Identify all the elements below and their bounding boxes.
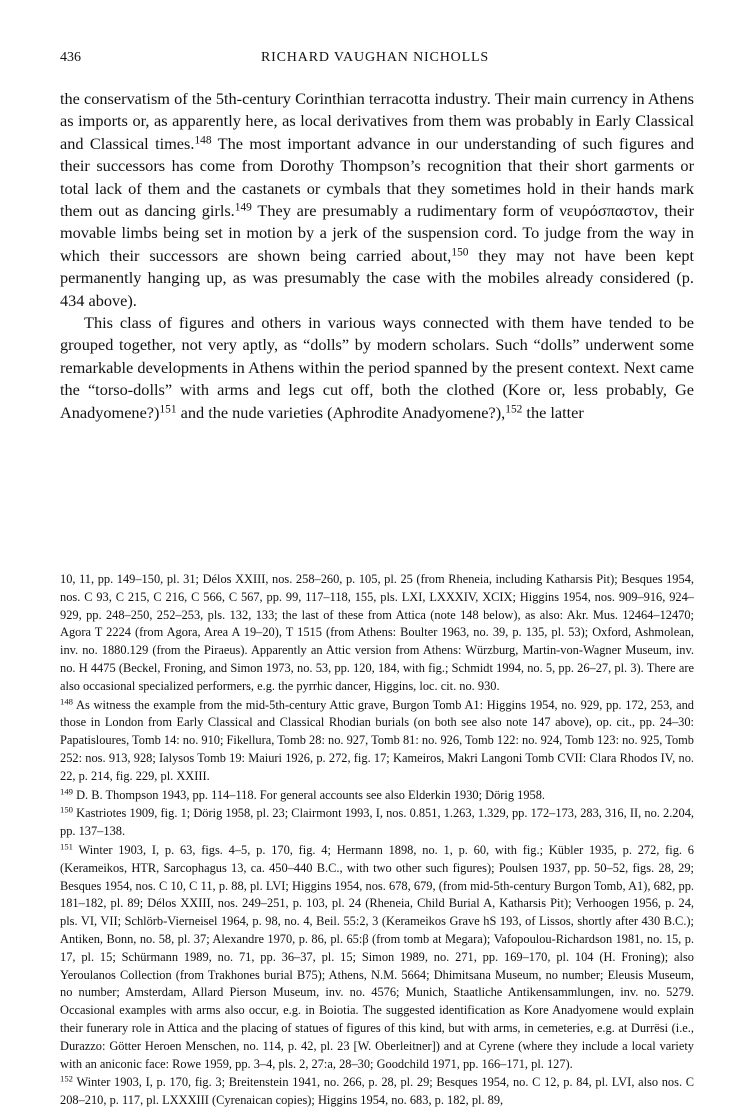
footnote-text: D. B. Thompson 1943, pp. 114–118. For general accounts see also Elderkin 1930; Dörig 1958. xyxy=(72,787,546,802)
footnote-text: Winter 1903, I, p. 63, figs. 4–5, p. 170, fig. 4; Hermann 1898, no. 1, p. 60, with fig.; Kübler 1935, p. 272, fig. 6 (Kerameikos, HTR, Sarcophagus 13, ca. 450–440 B.C., with two other such figures); Poulsen 1937, pp. 50–52, figs. 28, 29; Besques 1954, nos. C 10, C 11, p. 88, pl. LVI; Higgins 1954, nos. 678, 679, (from mid-5th-century Burgon Tomb, A1), 682, pp. 181–182, pl. 89; Délos XXIII, nos. 249–251, p. 103, pl. 24 (Rheneia, Child Burial A, Katharsis Pit); Verhoogen 1956, p. 24, pls. VI, VII; Schlörb-Vierneisel 1964, p. 98, no. 4, Beil. 55:2, 3 (Kerameikos Grave hS 193, of Lissos, shortly after 430 B.C.); Antiken, Bonn, no. 58, pl. 37; Alexandre 1970, p. 86, pl. 65:β (from tomb at Megara); Vafopoulou-Richardson 1981, no. 15, p. 17, pl. 15; Schürmann 1989, no. 71, pp. 36–37, pl. 15; Simon 1989, no. 271, pp. 169–170, pl. 104 (H. Froning); also Yeroulanos Collection (from Trakhones burial B75); Athens, N.M. 5664; Dhimitsana Museum, no number; Eleusis Museum, no number; Amsterdam, Allard Pierson Museum, inv. no. 4576; Munich, Staatliche Antikensammlungen, inv. no. 5279. Occasional examples with arms also occur, e.g. in Boiotia. The suggested identification as Kore Anadyomene would explain their funerary role in Attica and the placing of statues of figures of this kind, but with arms, in cemeteries, e.g. at Durrësi (i.e., Durazzo: Götter Heroen Menschen, no. 114, p. 42, pl. 23 [W. Oberleitner]) and at Cyrene (where they include a local variety with an aniconic face: Rowe 1959, pp. 3–4, pls. 2, 27:a, 28–30; Goodchild 1971, pp. 166–171, pl. 127). xyxy=(60,842,694,1071)
footnotes xyxy=(60,571,694,1110)
footnote-ref-150[interactable]: 150 xyxy=(451,246,469,259)
footnote-152 xyxy=(60,1074,694,1110)
paragraph xyxy=(60,312,694,424)
footnote-number: 148 xyxy=(60,696,73,707)
text-run: the conservatism of the 5th-century Corinthian terracotta industry. Their main currency in Athens as imports or, as apparently here, as local derivatives from them was probably in Early Classical and Classical times. xyxy=(60,89,694,153)
footnote-number: 151 xyxy=(60,841,73,852)
page-number: 436 xyxy=(60,50,81,65)
text-run: and the nude varieties (Aphrodite Anadyomene?), xyxy=(176,402,506,422)
footnote-ref-151[interactable]: 151 xyxy=(159,402,177,415)
footnote-text: As witness the example from the mid-5th-century Attic grave, Burgon Tomb A1: Higgins 1954, no. 929, pp. 172, 253, and those in London from Early Classical and Classical Rhodian burials (on both see also note 147 above), op. cit., pp. 24–30: Papatisloures, Tomb 14: no. 910; Fikellura, Tomb 28: no. 927, Tomb 81: no. 926, Tomb 122: no. 924, Tomb 123: no. 925, Tomb 252: nos. 913, 928; Ialysos Tomb 19: Maiuri 1926, p. 272, fig. 17; Kameiros, Makri Langoni Tomb CVII: Clara Rhodos IV, no. 22, p. 214, fig. 229, pl. XXIII. xyxy=(60,697,694,783)
footnote-continued: 10, 11, pp. 149–150, pl. 31; Délos XXIII, nos. 258–260, p. 105, pl. 25 (from Rheneia, including Katharsis Pit); Besques 1954, nos. C 93, C 215, C 216, C 566, C 567, pp. 99, 117–118, 155, pls. LXI, LXXXIV, XCIX; Higgins 1954, nos. 909–916, 924–929, pp. 248–250, 252–253, pls. 132, 133; the last of these from Attica (note 148 below), as also: Akr. Mus. 12464–12470; Agora T 2224 (from Agora, Area A 19–20), T 1515 (from Athens: Boulter 1963, no. 39, p. 135, pl. 53); Oxford, Ashmolean, inv. no. 1880.129 (from the Piraeus). Apparently an Attic version from Athens: Würzburg, Martin-von-Wagner Museum, inv. no. H 4475 (Beckel, Froning, and Simon 1973, no. 53, pp. 120, 184, with fig.; Schmidt 1994, no. 5, pp. 26–27, pl. 3). There are also occasional specialized performers, e.g. the pyrrhic dancer, Higgins, loc. cit. no. 930. xyxy=(60,572,694,693)
footnote-ref-149[interactable]: 149 xyxy=(234,201,252,214)
text-run: they may not have been kept permanently hanging up, as was presumably the case with the mobiles already considered (p. 434 above). xyxy=(60,245,694,310)
footnote-text: Winter 1903, I, p. 170, fig. 3; Breitenstein 1941, no. 266, p. 28, pl. 29; Besques 1954, no. C 12, p. 84, pl. LVI, also nos. C 208–210, p. 117, pl. LXXXIII (Cyrenaican copies); Higgins 1954, no. 683, p. 182, pl. 89, xyxy=(60,1075,694,1108)
text-run: This class of figures and others in various ways connected with them have tended to be grouped together, not very aptly, as “dolls” by modern scholars. Such “dolls” underwent some remarkable developments in Athens within the period spanned by the present context. Next came the “torso-dolls” with arms and legs cut off, both the clothed (Kore or, less probably, Ge Anadyomene?) xyxy=(60,313,694,422)
footnote-text: Kastriotes 1909, fig. 1; Dörig 1958, pl. 23; Clairmont 1993, I, nos. 0.851, 1.263, 1.329, pp. 172–173, 283, 316, II, no. 2.204, pp. 137–138. xyxy=(60,806,694,839)
footnote-number: 150 xyxy=(60,805,73,816)
page-header xyxy=(60,50,690,72)
footnote-150 xyxy=(60,805,694,841)
footnote-ref-152[interactable]: 152 xyxy=(505,402,523,415)
footnote-151 xyxy=(60,842,694,1073)
footnote-148 xyxy=(60,697,694,786)
text-run: They are presumably a rudimentary form of νευρόσπαστον, their movable limbs being set in motion by a jerk of the suspension cord. To judge from the way in which their successors are shown being carried about, xyxy=(60,201,694,265)
text-run: The most important advance in our understanding of such figures and their successors has come from Dorothy Thompson’s recognition that their short garments or total lack of them and the castanets or cymbals that they sometimes hold in their hands mark them out as dancing girls. xyxy=(60,133,694,221)
text-run: the latter xyxy=(522,402,584,422)
footnote-number: 152 xyxy=(60,1073,73,1084)
footnote-number: 149 xyxy=(60,786,73,797)
footnote-149 xyxy=(60,787,694,805)
footnote-ref-148[interactable]: 148 xyxy=(194,134,212,147)
running-head: RICHARD VAUGHAN NICHOLLS xyxy=(260,50,490,65)
paragraph xyxy=(60,88,694,312)
main-text xyxy=(60,88,694,424)
